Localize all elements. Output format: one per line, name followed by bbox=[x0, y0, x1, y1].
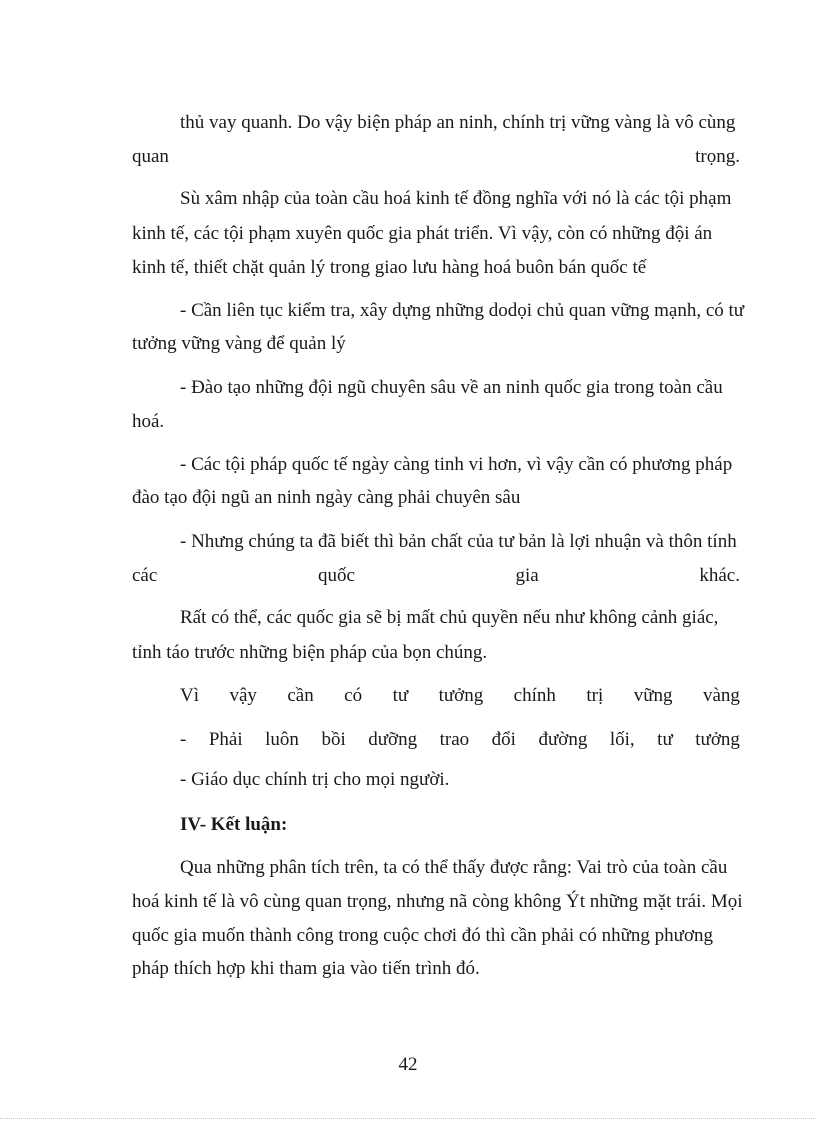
text-line-justified bbox=[132, 685, 740, 707]
text-line: - Cần liên tục kiểm tra, xây dựng những dodọi chủ quan vững mạnh, có tư bbox=[180, 300, 745, 321]
word: khác. bbox=[699, 565, 740, 586]
text-line: thủ vay quanh. Do vậy biện pháp an ninh, chính trị vững vàng là vô cùng bbox=[180, 112, 736, 133]
word: lối, bbox=[609, 729, 635, 750]
text-line-justified bbox=[132, 729, 740, 751]
text-line: hoá. bbox=[132, 411, 165, 432]
word: quan bbox=[132, 146, 169, 167]
text-line: tưởng vững vàng để quản lý bbox=[132, 333, 346, 354]
page-number: 42 bbox=[398, 1054, 418, 1075]
text-line: tỉnh táo trước những biện pháp của bọn chúng. bbox=[132, 642, 488, 663]
word: - bbox=[180, 729, 187, 750]
text-line: hoá kinh tế là vô cùng quan trọng, nhưng nã còng không Ýt những mặt trái. Mọi bbox=[132, 891, 743, 912]
text-line-justified bbox=[132, 565, 740, 587]
word: trị bbox=[586, 685, 604, 706]
word: gia bbox=[515, 565, 539, 586]
word: luôn bbox=[265, 729, 299, 750]
text-line: kinh tế, các tội phạm xuyên quốc gia phát triển. Vì vậy, còn có những đội án bbox=[132, 223, 713, 244]
word: vậy bbox=[229, 685, 257, 706]
word: quốc bbox=[317, 565, 355, 586]
text-line: Sù xâm nhập của toàn cầu hoá kinh tế đồng nghĩa với nó là các tội phạm bbox=[180, 188, 732, 209]
word: dưỡng bbox=[368, 729, 418, 750]
word: tưởng bbox=[438, 685, 484, 706]
text-line: Rất có thể, các quốc gia sẽ bị mất chủ quyền nếu như không cảnh giác, bbox=[180, 607, 719, 628]
word: bồi bbox=[321, 729, 346, 750]
word: tưởng bbox=[695, 729, 740, 750]
word: Vì bbox=[180, 685, 199, 706]
word: trọng. bbox=[695, 146, 740, 167]
page-bottom-divider bbox=[0, 1118, 816, 1119]
text-line: - Nhưng chúng ta đã biết thì bản chất của tư bản là lợi nhuận và thôn tính bbox=[180, 531, 737, 552]
text-line: - Các tội pháp quốc tế ngày càng tinh vi hơn, vì vậy cần có phương pháp bbox=[180, 454, 733, 475]
text-line: - Giáo dục chính trị cho mọi người. bbox=[180, 769, 450, 790]
word: Phải bbox=[208, 729, 243, 750]
word: vàng bbox=[702, 685, 740, 706]
text-line: Qua những phân tích trên, ta có thể thấy được rằng: Vai trò của toàn cầu bbox=[180, 857, 728, 878]
word: cần bbox=[287, 685, 314, 706]
section-heading: IV- Kết luận: bbox=[180, 814, 288, 835]
text-line: kinh tế, thiết chặt quản lý trong giao lưu hàng hoá buôn bán quốc tế bbox=[132, 257, 647, 278]
word: các bbox=[132, 565, 158, 586]
word: chính bbox=[513, 685, 556, 706]
text-line: - Đào tạo những đội ngũ chuyên sâu về an ninh quốc gia trong toàn cầu bbox=[180, 377, 723, 398]
word: trao bbox=[439, 729, 470, 750]
text-line: đào tạo đội ngũ an ninh ngày càng phải chuyên sâu bbox=[132, 487, 521, 508]
word: đổi bbox=[491, 729, 516, 750]
word: đường bbox=[538, 729, 588, 750]
text-line: quốc gia muốn thành công trong cuộc chơi đó thì cần phải có những phương bbox=[132, 925, 714, 946]
text-line-justified bbox=[132, 146, 740, 168]
text-line: pháp thích hợp khi tham gia vào tiến trình đó. bbox=[132, 958, 480, 979]
word: vững bbox=[633, 685, 673, 706]
word: có bbox=[344, 685, 363, 706]
word: tư bbox=[657, 729, 673, 750]
word: tư bbox=[392, 685, 409, 706]
